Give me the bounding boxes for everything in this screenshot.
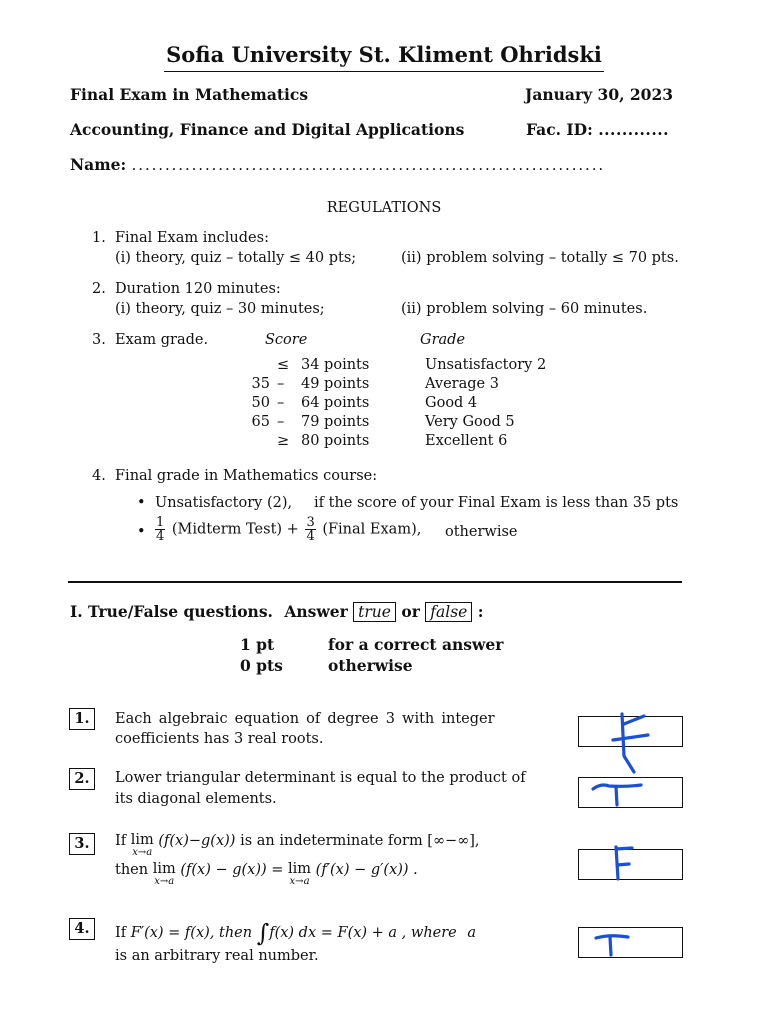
section-1-title: I. True/False questions. — [70, 602, 273, 621]
difference-expr: (f(x)−g(x)) — [158, 833, 236, 849]
question-1-line-2: coefficients has 3 real roots. — [115, 731, 324, 747]
points-0-value: 0 pts — [240, 656, 283, 675]
reg-item-1-text: Final Exam includes: — [115, 230, 269, 246]
true-label-box: true — [353, 602, 396, 622]
grade-row-sep: – — [277, 414, 285, 430]
answer-label: Answer — [284, 602, 348, 621]
grade-row-from: 50 — [251, 395, 270, 411]
bullet-2-condition: otherwise — [445, 524, 518, 540]
grade-row-grade: Average 3 — [425, 376, 499, 392]
reg-item-4-text: Final grade in Mathematics course: — [115, 468, 378, 484]
bullet-1-condition: if the score of your Final Exam is less than 35 pts — [314, 495, 679, 511]
name-dots: ....................................................................... — [131, 156, 606, 174]
section-divider — [68, 581, 682, 583]
reg-item-2-text: Duration 120 minutes: — [115, 281, 281, 297]
grade-header: Grade — [420, 332, 466, 348]
fraction-three-quarters: $\frac{3}{4}$ — [306, 515, 315, 544]
midterm-text: (Midterm Test) + — [171, 521, 299, 538]
fac-id-dots: ............ — [598, 120, 670, 139]
grade-row-sep: ≥ — [277, 433, 290, 449]
reg-item-2-part1: (i) theory, quiz – 30 minutes; — [115, 301, 325, 317]
reg-item-2-part2: (ii) problem solving – 60 minutes. — [401, 301, 648, 317]
reg-item-1-num: 1. — [92, 230, 106, 246]
reg-item-3-text: Exam grade. — [115, 332, 209, 348]
or-label: or — [401, 602, 420, 621]
regulations-title: REGULATIONS — [326, 200, 442, 216]
question-4-line-1 — [115, 919, 476, 947]
grade-row-points: 79 points — [301, 414, 370, 430]
program-name: Accounting, Finance and Digital Applications — [70, 120, 465, 139]
name-label: Name: — [70, 155, 127, 174]
handwritten-answer-3 — [605, 840, 645, 885]
university-title: Sofia University St. Kliment Ohridski — [0, 42, 768, 67]
question-4-number: 4. — [69, 918, 95, 940]
handwritten-answer-2 — [585, 772, 655, 812]
reg-item-4-num: 4. — [92, 468, 106, 484]
limit-3: lim x→a — [288, 861, 312, 887]
fac-id-field[interactable] — [526, 120, 669, 139]
fraction-one-quarter: $\frac{1}{4}$ — [156, 515, 165, 544]
grade-row-from: 35 — [251, 376, 270, 392]
question-3-number: 3. — [69, 833, 95, 855]
constant-var: a — [467, 925, 477, 941]
exam-date: January 30, 2023 — [525, 85, 674, 104]
question-2-number: 2. — [69, 768, 95, 790]
integral-expr: f(x) dx = F(x) + a , where — [269, 925, 457, 941]
final-exam-text: (Final Exam), — [322, 521, 422, 538]
section-1-heading — [70, 602, 484, 621]
question-3-line-1 — [115, 833, 480, 858]
grade-row-grade: Excellent 6 — [425, 433, 508, 449]
grade-row-points: 49 points — [301, 376, 370, 392]
bullet-1: • — [137, 495, 146, 511]
reg-item-1-part2: (ii) problem solving – totally ≤ 70 pts. — [401, 250, 679, 266]
question-1-line-1: Each algebraic equation of degree 3 with integer — [115, 711, 495, 727]
if-word: If — [115, 833, 127, 849]
colon: : — [477, 602, 484, 621]
question-4-line-2: is an arbitrary real number. — [115, 948, 319, 964]
rhs-expr: (f′(x) − g′(x)) . — [315, 862, 418, 878]
grade-row-points: 34 points — [301, 357, 370, 373]
reg-item-1-part1: (i) theory, quiz – totally ≤ 40 pts; — [115, 250, 357, 266]
reg-item-3-num: 3. — [92, 332, 106, 348]
then-word: then — [115, 862, 149, 878]
bullet-1-grade: Unsatisfactory (2), — [155, 495, 293, 511]
grade-row-grade: Good 4 — [425, 395, 478, 411]
points-0-desc: otherwise — [328, 656, 413, 675]
fac-id-label: Fac. ID: — [526, 120, 593, 139]
indeterminate-text: is an indeterminate form [∞−∞], — [235, 833, 480, 849]
bullet-2-formula — [153, 516, 421, 543]
grade-row-points: 64 points — [301, 395, 370, 411]
question-3-line-2 — [115, 862, 418, 887]
integral-sign: ∫ — [256, 919, 270, 947]
grade-row-sep: ≤ — [277, 357, 290, 373]
bullet-2: • — [137, 524, 146, 540]
limit-2: lim x→a — [152, 861, 176, 887]
if-word: If — [115, 925, 127, 941]
grade-row-grade: Very Good 5 — [425, 414, 515, 430]
handwritten-answer-1 — [600, 708, 670, 778]
exam-title: Final Exam in Mathematics — [70, 85, 309, 104]
grade-row-sep: – — [277, 376, 285, 392]
grade-row-grade: Unsatisfactory 2 — [425, 357, 547, 373]
name-field[interactable] — [70, 155, 605, 174]
points-1-value: 1 pt — [240, 635, 275, 654]
limit-1: lim x→a — [130, 832, 154, 858]
grade-row-points: 80 points — [301, 433, 370, 449]
false-label-box: false — [425, 602, 472, 622]
question-1-number: 1. — [69, 708, 95, 730]
antiderivative-condition: F′(x) = f(x), then — [130, 925, 253, 941]
points-1-desc: for a correct answer — [328, 635, 504, 654]
handwritten-answer-4 — [590, 926, 640, 962]
question-2-line-2: its diagonal elements. — [115, 791, 277, 807]
question-2-line-1: Lower triangular determinant is equal to the product of — [115, 770, 526, 786]
grade-row-sep: – — [277, 395, 285, 411]
grade-row-from: 65 — [251, 414, 270, 430]
lhs-expr: (f(x) − g(x)) = — [180, 862, 284, 878]
score-header: Score — [265, 332, 308, 348]
reg-item-2-num: 2. — [92, 281, 106, 297]
